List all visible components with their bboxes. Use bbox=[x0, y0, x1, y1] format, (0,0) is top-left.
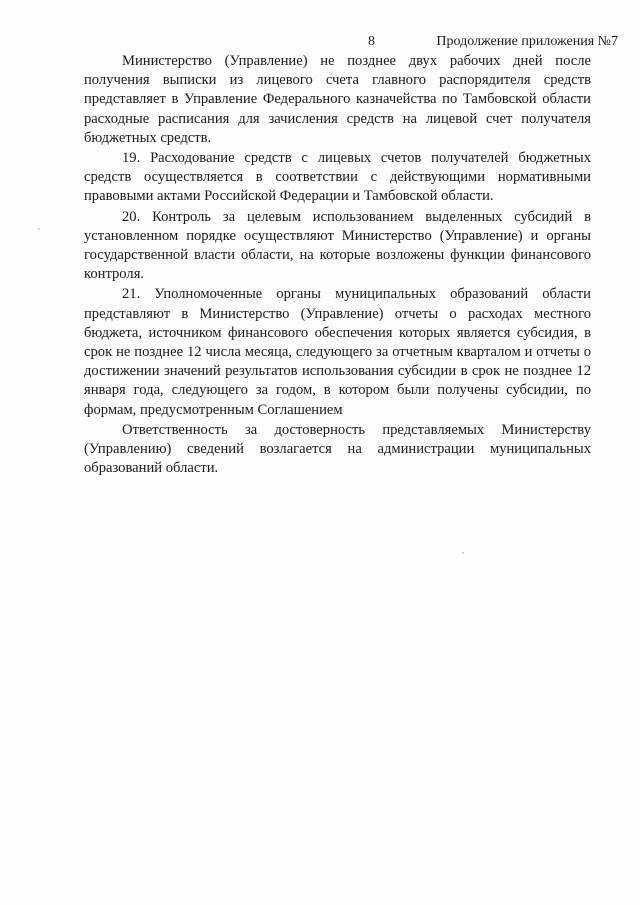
paragraph-20: 20. Контроль за целевым использованием выделенных субсидий в установленном порядке осуществляют Министерство (Управление) и органы государственной власти области, на которые возложены функции финансового контроля. bbox=[84, 208, 591, 283]
paragraph-account-transfer: Министерство (Управление) не позднее двух рабочих дней после получения выписки из лицевого счета главного распорядителя средств представляет в Управление Федерального казначейства по Тамбовской области расходные расписания для зачисления средств на лицевой счет получателя бюджетных средств. bbox=[84, 53, 591, 146]
paragraph-21: 21. Уполномоченные органы муниципальных образований области представляют в Министерство (Управление) отчеты о расходах местного бюджета, источником финансового обеспечения которых является субсидия, в срок не позднее 12 числа месяца, следующего за отчетным кварталом и отчеты о достижении значений результатов использования субсидии в срок не позднее 12 января года, следующего за годом, в котором были получены субсидии, по формам, предусмотренным Соглашением bbox=[84, 286, 591, 418]
appendix-continuation-note: Продолжение приложения №7 bbox=[436, 34, 618, 49]
document-body bbox=[84, 52, 591, 478]
scan-speck bbox=[38, 228, 40, 230]
scan-speck bbox=[462, 552, 464, 554]
paragraph-19: 19. Расходование средств с лицевых счетов получателей бюджетных средств осуществляется в соответствии с действующими нормативными правовыми актами Российской Федерации и Тамбовской области. bbox=[84, 150, 591, 205]
page-number: 8 bbox=[368, 34, 375, 49]
paragraph-responsibility: Ответственность за достоверность представляемых Министерству (Управлению) сведений возлагается на администрации муниципальных образований области. bbox=[84, 421, 591, 477]
